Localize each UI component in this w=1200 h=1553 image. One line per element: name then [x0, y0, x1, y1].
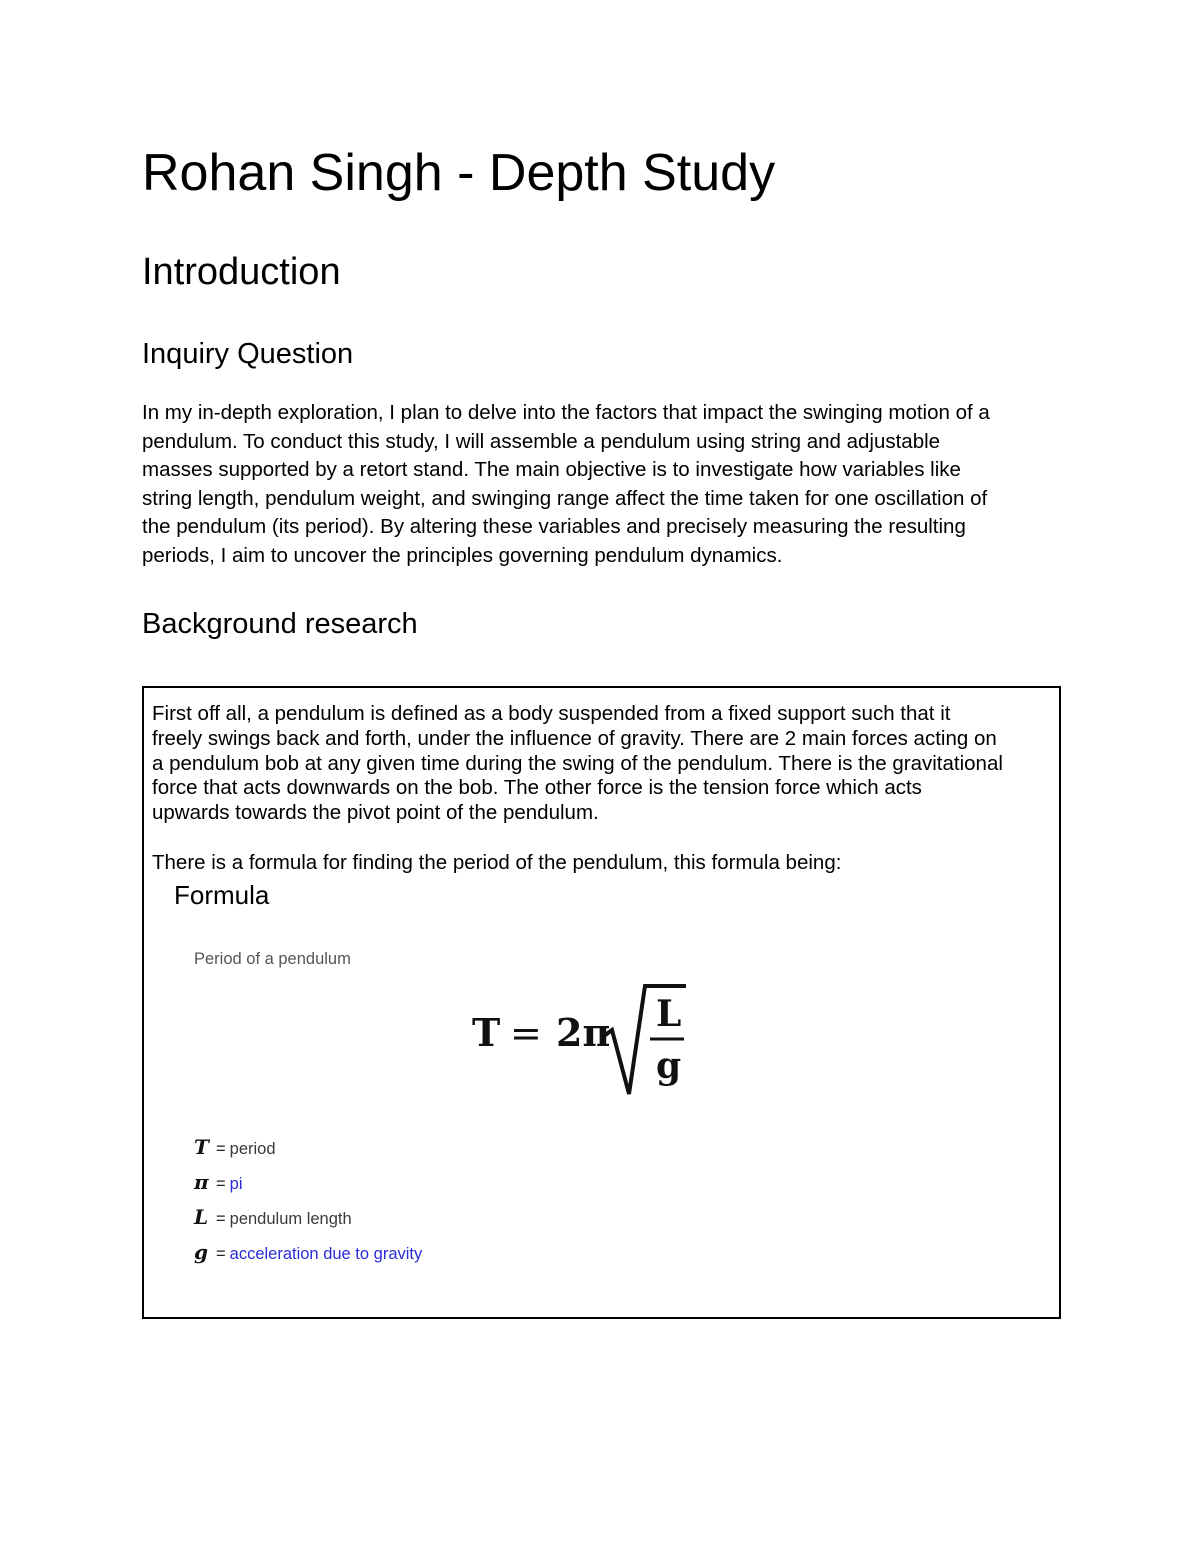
equation-denominator: g — [656, 1045, 682, 1087]
background-line: First off all, a pendulum is defined as a body suspended from a fixed support such that it — [152, 702, 951, 725]
background-line: freely swings back and forth, under the influence of gravity. There are 2 main forces acting on — [152, 726, 997, 750]
legend-equals: = — [216, 1175, 226, 1193]
formula-heading: Formula — [174, 880, 270, 910]
inquiry-paragraph — [142, 399, 1062, 570]
legend-symbol: T — [194, 1135, 209, 1159]
inquiry-line: the pendulum (its period). By altering these variables and precisely measuring the resulting — [142, 515, 966, 538]
background-research-box — [142, 686, 1061, 1319]
background-research-heading: Background research — [142, 608, 418, 640]
formula-intro-text: There is a formula for finding the period of the pendulum, this formula being: — [152, 851, 842, 874]
legend-description: pendulum length — [229, 1210, 352, 1228]
equation-numerator: L — [656, 993, 682, 1035]
legend-symbol: π — [194, 1170, 209, 1194]
background-line: force that acts downwards on the bob. The other force is the tension force which acts — [152, 776, 922, 800]
background-paragraph — [152, 702, 1057, 826]
introduction-heading: Introduction — [142, 251, 341, 293]
legend-equals: = — [216, 1210, 226, 1228]
inquiry-line: periods, I aim to uncover the principles governing pendulum dynamics. — [142, 543, 783, 567]
inquiry-line: In my in-depth exploration, I plan to delve into the factors that impact the swinging motion of a — [142, 401, 990, 424]
equation-equals: = — [510, 1011, 542, 1055]
legend-description-link[interactable]: pi — [229, 1175, 243, 1193]
formula-legend — [194, 1134, 422, 1274]
legend-item — [194, 1239, 422, 1274]
background-line: upwards towards the pivot point of the pendulum. — [152, 801, 599, 825]
legend-description-link[interactable]: acceleration due to gravity — [229, 1245, 423, 1263]
legend-item — [194, 1169, 422, 1204]
background-line: a pendulum bob at any given time during the swing of the pendulum. There is the gravitational — [152, 751, 1003, 775]
equation-lhs: T — [472, 1010, 501, 1055]
legend-equals: = — [216, 1140, 226, 1158]
legend-item — [194, 1134, 422, 1169]
inquiry-question-heading: Inquiry Question — [142, 338, 354, 370]
inquiry-line: string length, pendulum weight, and swinging range affect the time taken for one oscillation of — [142, 486, 988, 510]
legend-symbol: L — [194, 1205, 209, 1229]
document-title: Rohan Singh - Depth Study — [142, 144, 776, 202]
inquiry-line: pendulum. To conduct this study, I will assemble a pendulum using string and adjustable — [142, 429, 941, 453]
pendulum-period-equation — [464, 976, 694, 1111]
legend-item — [194, 1204, 422, 1239]
legend-symbol: g — [194, 1240, 208, 1264]
formula-subtitle: Period of a pendulum — [194, 950, 351, 968]
inquiry-line: masses supported by a retort stand. The main objective is to investigate how variables like — [142, 458, 961, 481]
legend-description: period — [229, 1140, 276, 1158]
legend-equals: = — [216, 1245, 226, 1263]
equation-coefficient: 2π — [556, 1010, 611, 1055]
